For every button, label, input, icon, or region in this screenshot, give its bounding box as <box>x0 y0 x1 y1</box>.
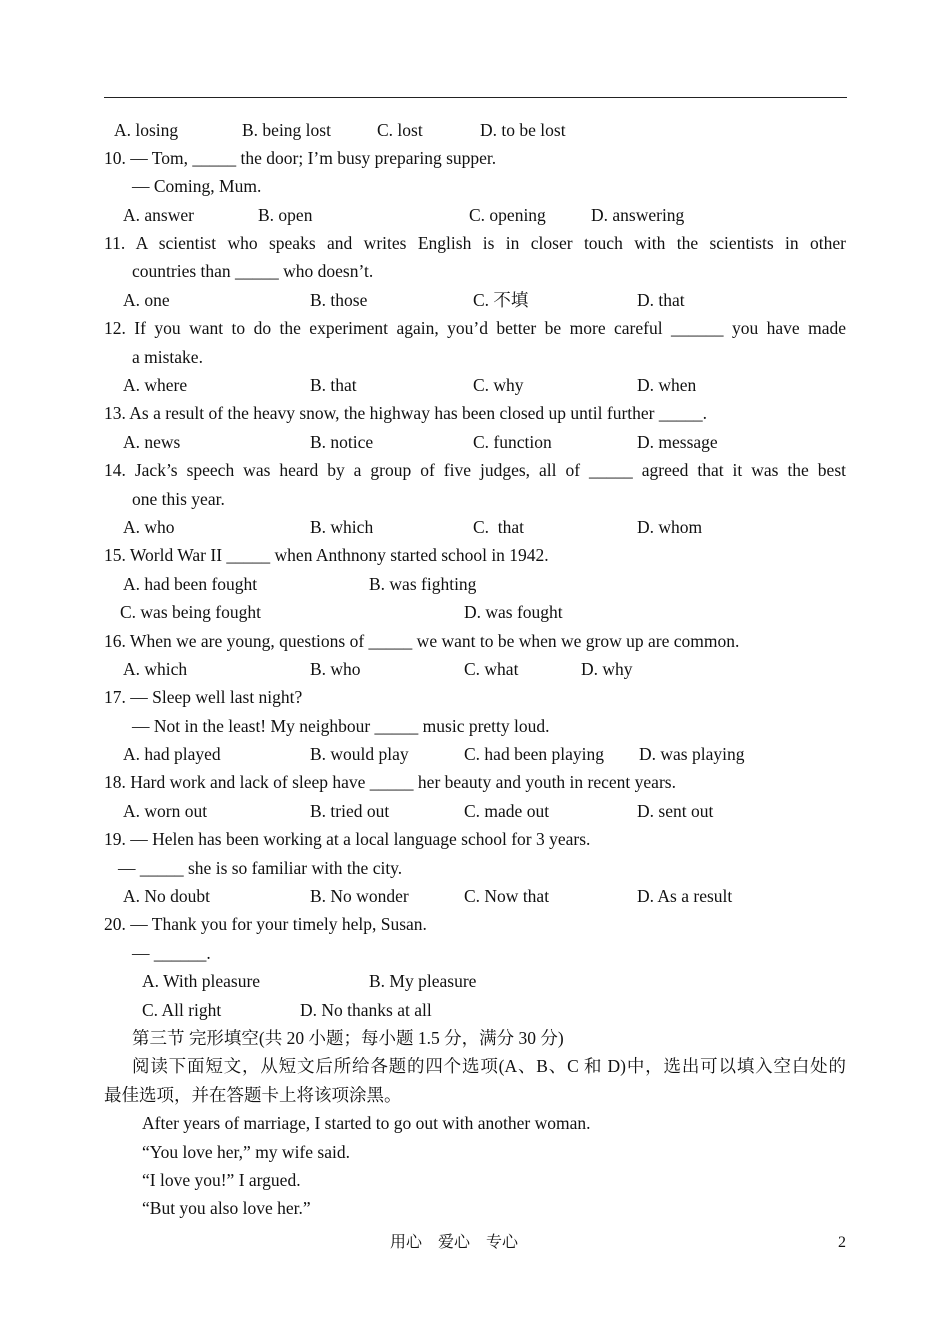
q20-option-b: B. My pleasure <box>369 971 477 991</box>
passage-line: After years of marriage, I started to go out with another woman. <box>142 1113 591 1133</box>
q19-reply: — _____ she is so familiar with the city. <box>118 858 403 878</box>
q13-option-c: C. function <box>473 432 552 452</box>
q12-stem-line2: a mistake. <box>132 347 203 367</box>
q9-option-a: A. losing <box>114 120 179 140</box>
q15-stem: 15. World War II _____ when Anthnony started school in 1942. <box>104 545 549 565</box>
q19-stem: 19. — Helen has been working at a local language school for 3 years. <box>104 829 591 849</box>
q10-stem: 10. — Tom, _____ the door; I’m busy preparing supper. <box>104 148 497 168</box>
q19-option-a: A. No doubt <box>123 886 211 906</box>
passage-line: “I love you!” I argued. <box>142 1170 301 1190</box>
q10-option-a: A. answer <box>123 205 194 225</box>
q13-option-b: B. notice <box>310 432 374 452</box>
q13-stem: 13. As a result of the heavy snow, the highway has been closed up until further _____. <box>104 403 707 423</box>
q11-option-c: C. 不填 <box>473 290 529 310</box>
q16-option-c: C. what <box>464 659 519 679</box>
q9-option-d: D. to be lost <box>480 120 566 140</box>
q15-option-c: C. was being fought <box>120 602 261 622</box>
q11-stem-line1: 11. A scientist who speaks and writes English is in closer touch with the scientists in other <box>104 233 846 253</box>
q14-option-b: B. which <box>310 517 374 537</box>
page-number: 2 <box>838 1234 846 1251</box>
q14-option-d: D. whom <box>637 517 703 537</box>
q14-stem-line2: one this year. <box>132 489 225 509</box>
q12-option-a: A. where <box>123 375 188 395</box>
q20-option-a: A. With pleasure <box>142 971 261 991</box>
q12-option-b: B. that <box>310 375 357 395</box>
q18-option-a: A. worn out <box>123 801 208 821</box>
q13-option-a: A. news <box>123 432 181 452</box>
passage-line: “But you also love her.” <box>142 1198 311 1218</box>
q17-option-c: C. had been playing <box>464 744 604 764</box>
q13-option-d: D. message <box>637 432 718 452</box>
q11-option-d: D. that <box>637 290 685 310</box>
q11-stem-line2: countries than _____ who doesn’t. <box>132 261 374 281</box>
q10-reply: — Coming, Mum. <box>132 176 262 196</box>
q17-option-a: A. had played <box>123 744 221 764</box>
q18-option-d: D. sent out <box>637 801 714 821</box>
q16-stem: 16. When we are young, questions of _____ we want to be when we grow up are common. <box>104 631 740 651</box>
q14-option-c: C. that <box>473 517 525 537</box>
q18-option-b: B. tried out <box>310 801 390 821</box>
q11-option-a: A. one <box>123 290 170 310</box>
section3-title: 第三节 完形填空(共 20 小题；每小题 1.5 分，满分 30 分) <box>132 1028 564 1048</box>
q20-option-c: C. All right <box>142 1000 222 1020</box>
q15-option-a: A. had been fought <box>123 574 258 594</box>
q17-option-d: D. was playing <box>639 744 745 764</box>
q18-stem: 18. Hard work and lack of sleep have _____ her beauty and youth in recent years. <box>104 772 676 792</box>
q10-option-d: D. answering <box>591 205 685 225</box>
q20-stem: 20. — Thank you for your timely help, Susan. <box>104 914 427 934</box>
q12-stem-line1: 12. If you want to do the experiment again, you’d better be more careful ______ you have made <box>104 318 846 338</box>
q16-option-a: A. which <box>123 659 188 679</box>
q17-stem: 17. — Sleep well last night? <box>104 687 303 707</box>
q9-option-c: C. lost <box>377 120 423 140</box>
q10-option-b: B. open <box>258 205 313 225</box>
q16-option-b: B. who <box>310 659 361 679</box>
q18-option-c: C. made out <box>464 801 550 821</box>
q19-option-b: B. No wonder <box>310 886 409 906</box>
q12-option-d: D. when <box>637 375 697 395</box>
q15-option-b: B. was fighting <box>369 574 477 594</box>
q19-option-c: C. Now that <box>464 886 550 906</box>
header-rule <box>104 97 847 98</box>
q19-option-d: D. As a result <box>637 886 733 906</box>
q9-option-b: B. being lost <box>242 120 331 140</box>
q20-option-d: D. No thanks at all <box>300 1000 432 1020</box>
q15-option-d: D. was fought <box>464 602 563 622</box>
q12-option-c: C. why <box>473 375 524 395</box>
q20-reply: — ______. <box>132 943 211 963</box>
q17-reply: — Not in the least! My neighbour _____ music pretty loud. <box>132 716 550 736</box>
section3-instruction-line1: 阅读下面短文，从短文后所给各题的四个选项(A、B、C 和 D)中，选出可以填入空白处的 <box>132 1056 846 1076</box>
q14-option-a: A. who <box>123 517 175 537</box>
q17-option-b: B. would play <box>310 744 409 764</box>
passage-line: “You love her,” my wife said. <box>142 1142 350 1162</box>
q16-option-d: D. why <box>581 659 633 679</box>
q11-option-b: B. those <box>310 290 368 310</box>
q10-option-c: C. opening <box>469 205 546 225</box>
footer-motto: 用心 爱心 专心 <box>390 1234 519 1251</box>
q14-stem-line1: 14. Jack’s speech was heard by a group of five judges, all of _____ agreed that it was the best <box>104 460 846 480</box>
section3-instruction-line2: 最佳选项，并在答题卡上将该项涂黑。 <box>104 1085 402 1105</box>
